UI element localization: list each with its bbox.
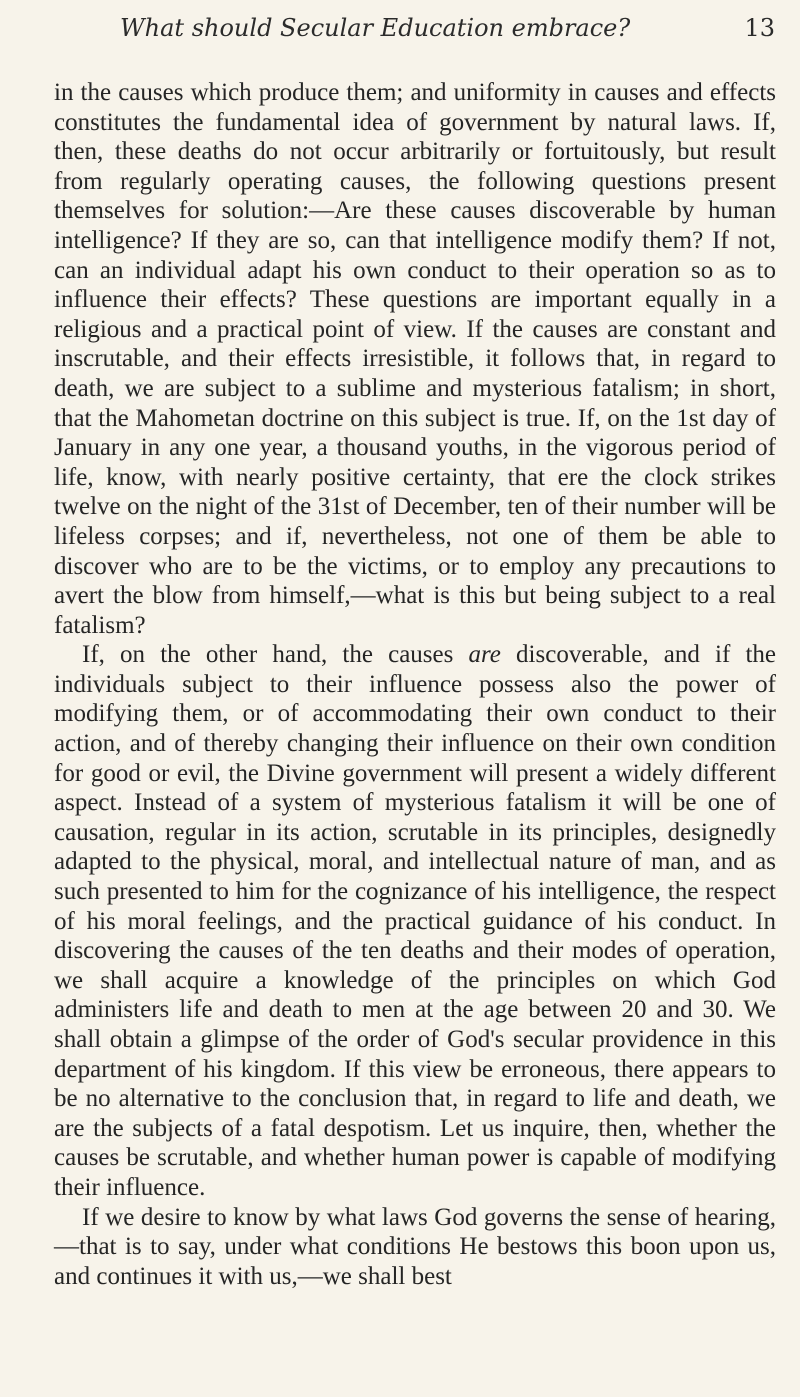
paragraph-2-start: If, on the other hand, the causes — [82, 641, 469, 669]
body-text — [54, 78, 776, 1291]
running-title: What should Secular Education embrace? — [120, 14, 631, 42]
paragraph-2-rest: discoverable, and if the individuals subject to their influence possess also the power of modifying them, or of accommodating their own conduct to their action, and of thereby changing their influence on their own condition for good or evil, the Divine government will present a widely different aspect. Instead of a system of mysterious fatalism it will be one of causation, regular in its action, scrutable in its principles, designedly adapted to the physical, moral, and intellectual nature of man, and as such presented to him for the cognizance of his intelligence, the respect of his moral feelings, and the practical guidance of his conduct. In discovering the causes of the ten deaths and their modes of operation, we shall acquire a knowledge of the principles on which God administers life and death to men at the age between 20 and 30. We shall obtain a glimpse of the order of God's secular providence in this department of his kingdom. If this view be erroneous, there appears to be no alternative to the conclusion that, in regard to life and death, we are the subjects of a fatal despotism. Let us inquire, then, whether the causes be scrutable, and whether human power is capable of modifying their influence. — [54, 641, 776, 1201]
running-header — [120, 14, 775, 54]
page-number: 13 — [744, 14, 775, 42]
paragraph-3: If we desire to know by what laws God governs the sense of hearing,—that is to say, under what conditions He bestows this boon upon us, and continues it with us,—we shall best — [54, 1203, 776, 1290]
paragraph-1: in the causes which produce them; and uniformity in causes and effects constitutes the fundamental idea of government by natural laws. If, then, these deaths do not occur arbitrarily or fortuitously, but result from regularly operating causes, the following questions present themselves for solution:—Are these causes discoverable by human intelligence? If they are so, can that intelligence modify them? If not, can an individual adapt his own conduct to their operation so as to influence their effects? These questions are important equally in a religious and a practical point of view. If the causes are constant and inscrutable, and their effects irresistible, it follows that, in regard to death, we are subject to a sublime and mysterious fatalism; in short, that the Mahometan doctrine on this subject is true. If, on the 1st day of January in any one year, a thousand youths, in the vigorous period of life, know, with nearly positive certainty, that ere the clock strikes twelve on the night of the 31st of December, ten of their number will be lifeless corpses; and if, nevertheless, not one of them be able to discover who are to be the victims, or to employ any precautions to avert the blow from himself,—what is this but being subject to a real fatalism? — [54, 79, 776, 639]
paragraph-2 — [54, 640, 776, 1202]
paragraph-2-emphasis: are — [468, 641, 501, 669]
